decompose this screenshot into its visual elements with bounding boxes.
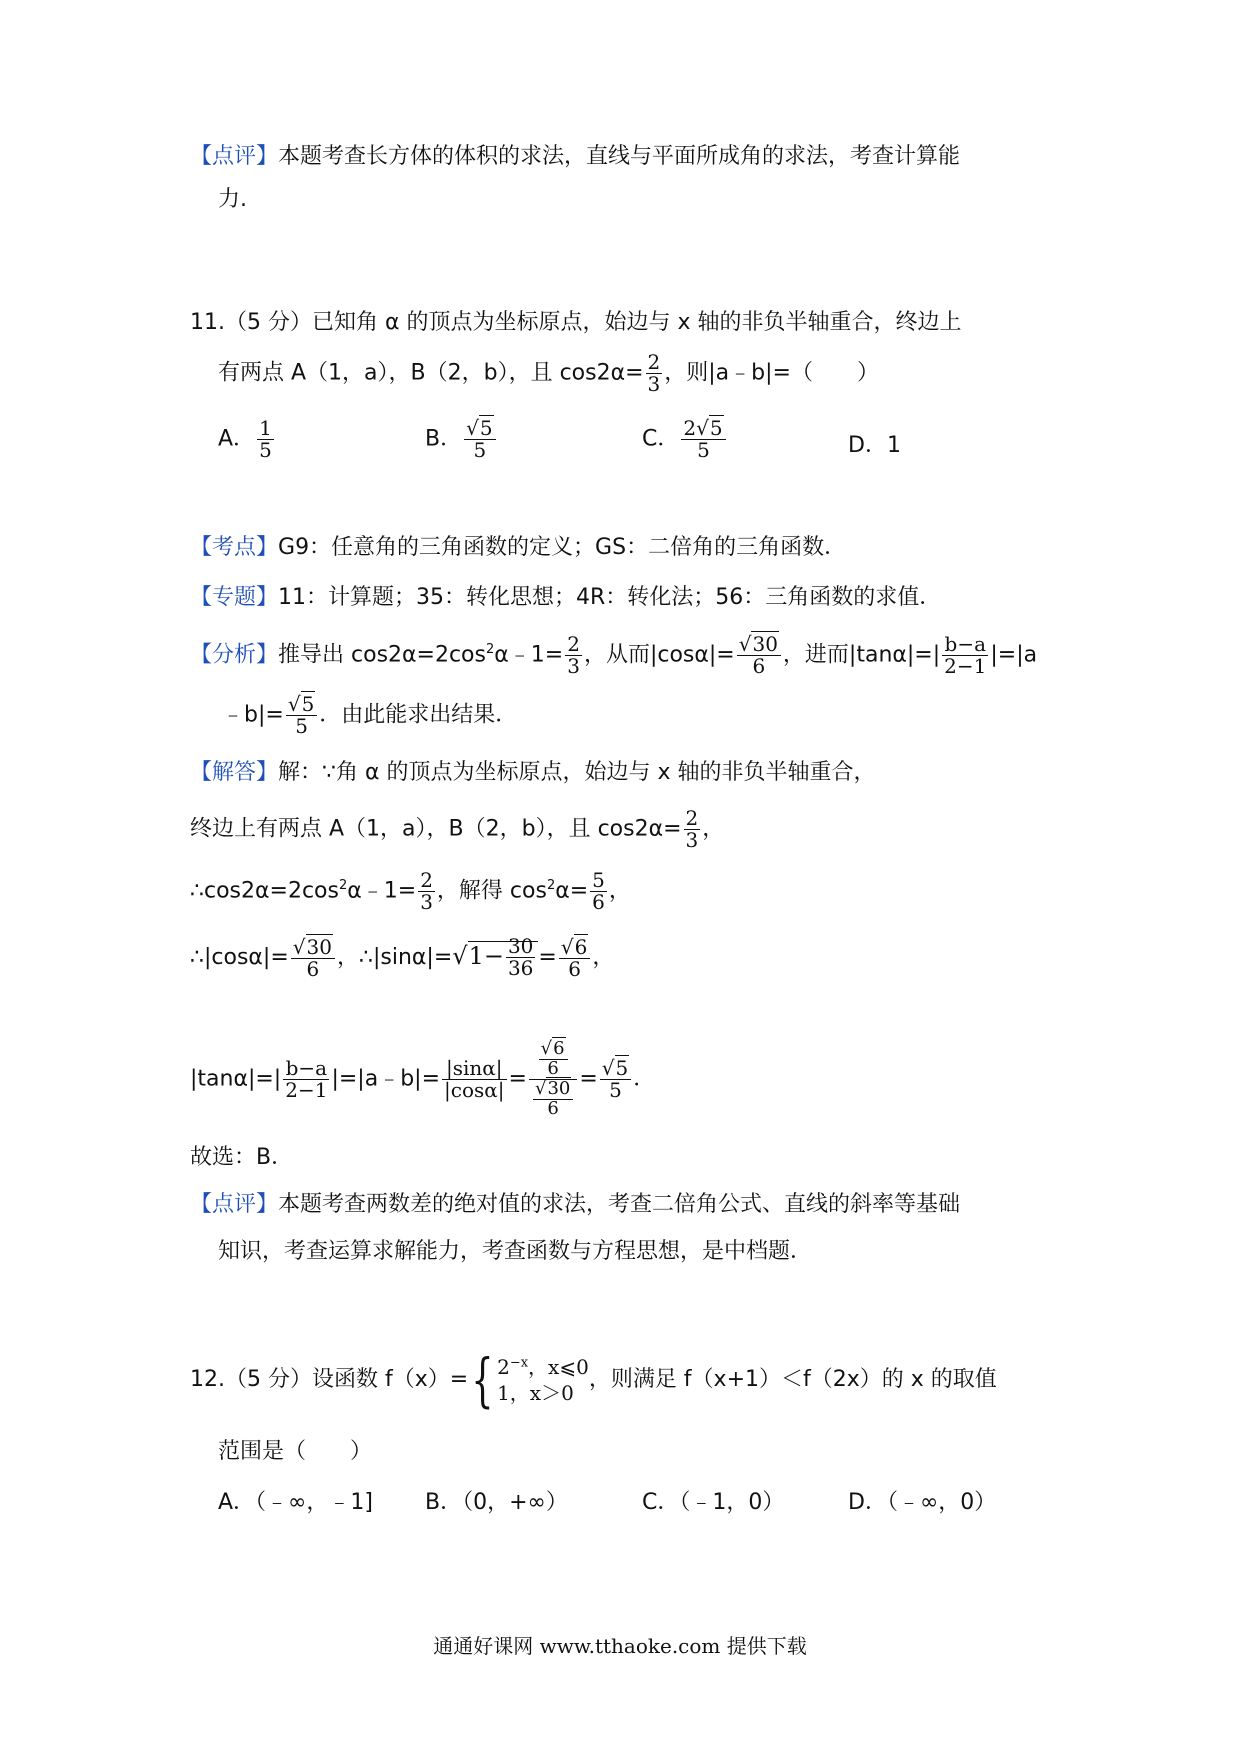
frac-num: b−a xyxy=(283,1058,329,1080)
coefficient: 2 xyxy=(683,416,697,440)
frac-den: 6 xyxy=(752,654,766,678)
superscript: 2 xyxy=(485,642,495,658)
q11-option-d xyxy=(848,428,901,459)
fenxi-fraction-4 xyxy=(286,694,317,737)
jieda-text: ， xyxy=(608,878,631,904)
q11-stem-line-1 xyxy=(190,303,961,343)
frac-num xyxy=(529,1040,577,1080)
fenxi-line-1 xyxy=(190,634,1037,677)
inner-fraction xyxy=(533,1077,573,1119)
radicand: 5 xyxy=(709,416,723,440)
jieda-text: ， xyxy=(592,945,615,970)
jieda-text: α﹣1= xyxy=(347,878,417,904)
zhuanti-text: 11：计算题；35：转化思想；4R：转化法；56：三角函数的求值． xyxy=(278,585,942,610)
q12-stem-line-1 xyxy=(190,1340,997,1420)
review-line-1 xyxy=(190,137,960,177)
sqrt-sign: √6 xyxy=(540,1038,565,1059)
sqrt-sign: √30 xyxy=(738,632,778,656)
inner-fraction xyxy=(539,1040,568,1079)
review-text-2: 力. xyxy=(218,187,247,212)
frac-num: b−a xyxy=(942,634,988,656)
jieda-line-2 xyxy=(190,808,724,851)
jieda-fraction xyxy=(418,870,435,913)
option-label: B． xyxy=(425,426,463,452)
jieda-text: |=|a﹣b|= xyxy=(331,1066,441,1092)
review-text-1: 本题考查长方体的体积的求法，直线与平面所成角的求法，考查计算能 xyxy=(278,144,961,169)
radicand: 5 xyxy=(479,416,493,440)
q12-stem-text: ，则满足 f（x+1）＜f（2x）的 x 的取值 xyxy=(588,1367,997,1392)
frac-den: 6 xyxy=(547,1057,559,1079)
sqrt-sign: √30 xyxy=(534,1077,571,1099)
radicand: 30 xyxy=(752,632,778,656)
option-a-fraction xyxy=(257,418,274,461)
frac-den: 3 xyxy=(647,372,661,396)
zhuanti-line xyxy=(190,578,941,618)
q12-stem-text: 12.（5 分）设函数 f（x）= xyxy=(190,1367,469,1392)
frac-den: 6 xyxy=(306,956,320,981)
jieda-text: ． xyxy=(633,1066,656,1092)
frac-den: 3 xyxy=(567,654,580,678)
frac-num xyxy=(464,418,495,440)
piece-cond: ，x⩽0 xyxy=(528,1355,589,1379)
frac-num xyxy=(286,694,317,716)
q11-stem-text-1: 11.（5 分）已知角 α 的顶点为坐标原点，始边与 x 轴的非负半轴重合，终边上 xyxy=(190,310,962,335)
frac-num xyxy=(600,1055,631,1080)
jieda-text: ，解得 cos xyxy=(436,878,547,904)
fenxi-text: ，进而|tanα|=| xyxy=(782,642,941,668)
q12-option-c: C．（﹣1，0） xyxy=(642,1490,785,1515)
frac-den: 2−1 xyxy=(285,1077,328,1102)
jieda-fraction xyxy=(291,934,335,981)
fenxi-fraction-2 xyxy=(737,634,781,677)
sqrt-sign: √5 xyxy=(466,416,493,440)
fenxi-text: |=|a xyxy=(990,642,1038,668)
sqrt-sign: √5 xyxy=(696,416,723,440)
jieda-text: = xyxy=(538,945,557,970)
fenxi-text: ．由此能求出结果． xyxy=(319,702,518,728)
jieda-text: 1− xyxy=(468,942,504,970)
option-c-fraction xyxy=(681,418,725,461)
frac-num: 5 xyxy=(592,868,605,892)
q11-stem-text-2b: ，则|a﹣b|=（ ） xyxy=(664,360,879,386)
frac-den: 6 xyxy=(547,1097,559,1119)
fenxi-fraction-3 xyxy=(942,634,988,677)
review-tag: 【点评】 xyxy=(190,1192,279,1217)
sqrt-sign: √6 xyxy=(560,934,588,959)
frac-num xyxy=(533,1077,573,1100)
frac-den: 5 xyxy=(473,438,487,462)
guxuan-line xyxy=(190,1138,293,1178)
frac-num: |sinα| xyxy=(442,1058,507,1080)
q11-option-a xyxy=(218,418,276,461)
jieda-text: ，∴|sinα|= xyxy=(336,945,453,970)
jieda-fraction xyxy=(283,1055,329,1102)
frac-den xyxy=(529,1077,577,1119)
frac-num: 1 xyxy=(259,416,272,440)
jieda-fraction xyxy=(506,936,535,979)
kaodian-line xyxy=(190,528,846,568)
fenxi-text: ，从而|cosα|= xyxy=(583,642,735,668)
fenxi-text: α﹣1= xyxy=(494,642,564,668)
frac-den: 36 xyxy=(507,956,534,980)
jieda-text: α= xyxy=(555,878,589,904)
fenxi-text: ﹣b|= xyxy=(222,702,284,728)
superscript: 2 xyxy=(546,878,556,894)
frac-num: 30 xyxy=(507,934,534,958)
frac-den: |cosα| xyxy=(444,1077,505,1102)
review-text: 本题考查两数差的绝对值的求法，考查二倍角公式、直线的斜率等基础 xyxy=(278,1192,961,1217)
frac-den: 5 xyxy=(295,714,308,738)
review-text: 知识，考查运算求解能力，考查函数与方程思想，是中档题． xyxy=(218,1239,813,1264)
jieda-line-1 xyxy=(190,753,876,793)
superscript: −x xyxy=(509,1355,529,1371)
option-label: D． xyxy=(848,433,887,458)
brace-icon: { xyxy=(471,1346,494,1414)
frac-num: 2 xyxy=(420,868,433,892)
fenxi-text: 推导出 cos2α=2cos xyxy=(278,642,486,668)
fenxi-tag: 【分析】 xyxy=(190,642,279,668)
frac-den: 6 xyxy=(592,890,605,914)
jieda-text: = xyxy=(508,1066,527,1092)
jieda-text: |tanα|=| xyxy=(190,1066,282,1092)
q12-stem-line-2 xyxy=(218,1432,372,1472)
frac-den: 3 xyxy=(420,890,433,914)
piecewise-cases xyxy=(497,1354,589,1406)
q11-stem-text-2a: 有两点 A（1，a），B（2，b），且 cos2α= xyxy=(218,360,644,386)
frac-den: 5 xyxy=(609,1077,622,1102)
jieda-line-3 xyxy=(190,870,631,913)
q12-stem-text: 范围是（ ） xyxy=(218,1439,373,1464)
page-footer: 通通好课网 www.tthaoke.com 提供下载 xyxy=(433,1634,807,1658)
option-b-fraction xyxy=(464,418,495,461)
frac-den: 2−1 xyxy=(944,654,987,678)
jieda-text: ， xyxy=(702,816,725,842)
radicand: 5 xyxy=(301,692,315,716)
frac-den: 5 xyxy=(259,438,272,462)
jieda-fraction xyxy=(559,934,590,981)
kaodian-text: G9：任意角的三角函数的定义；GS：二倍角的三角函数． xyxy=(278,535,847,560)
piece-2: 1，x＞0 xyxy=(497,1381,574,1405)
jieda-text: = xyxy=(579,1066,598,1092)
sqrt-sign: √5 xyxy=(287,692,315,716)
review-line-2 xyxy=(218,180,247,220)
frac-den: 6 xyxy=(568,956,581,981)
sqrt-sign: √1− $\frac{30}{36}$ xyxy=(452,936,538,979)
frac-num xyxy=(559,934,590,959)
piece-1 xyxy=(497,1354,589,1380)
sqrt-sign: √30 xyxy=(292,934,332,959)
frac-num: 2 xyxy=(685,806,699,830)
jieda-text: ∴|cosα|= xyxy=(190,945,289,970)
jieda-fraction xyxy=(600,1055,631,1102)
radicand: 6 xyxy=(574,934,588,959)
option-d-value: 1 xyxy=(886,433,901,458)
option-label: A． xyxy=(218,426,256,452)
q12-option-b: B．（0，+∞） xyxy=(425,1490,568,1515)
jieda-fraction xyxy=(442,1055,507,1102)
q11-review-line-2 xyxy=(218,1232,812,1272)
fenxi-line-2 xyxy=(222,694,517,737)
radicand: 5 xyxy=(615,1055,629,1080)
superscript: 2 xyxy=(338,878,348,894)
radicand: 6 xyxy=(553,1038,565,1059)
frac-den: 5 xyxy=(697,438,710,462)
radicand: 30 xyxy=(306,934,332,959)
q12-option-a: A．（﹣∞，﹣1] xyxy=(218,1490,373,1515)
frac-num xyxy=(737,634,781,656)
jieda-fraction xyxy=(684,808,701,851)
frac-den: 3 xyxy=(685,828,699,852)
sqrt-sign: √5 xyxy=(601,1055,629,1080)
review-tag: 【点评】 xyxy=(190,144,279,169)
jieda-fraction xyxy=(590,870,607,913)
frac-num: 2 xyxy=(647,350,661,374)
q11-option-b xyxy=(425,418,498,461)
q11-stem-fraction xyxy=(646,352,663,395)
radicand: 30 xyxy=(547,1077,571,1099)
option-label: C． xyxy=(642,426,680,452)
jieda-complex-fraction xyxy=(529,1040,577,1119)
jieda-line-4 xyxy=(190,936,614,980)
q11-option-c xyxy=(642,418,728,461)
jieda-tag: 【解答】 xyxy=(190,760,279,785)
frac-num xyxy=(291,934,335,959)
piece-base: 2 xyxy=(497,1355,510,1379)
q11-stem-line-2 xyxy=(218,352,879,395)
q11-review-line-1 xyxy=(190,1185,960,1225)
frac-num xyxy=(681,418,725,440)
q12-option-d: D．（﹣∞，0） xyxy=(848,1490,997,1515)
frac-num: 2 xyxy=(567,632,580,656)
fenxi-fraction-1 xyxy=(565,634,582,677)
kaodian-tag: 【考点】 xyxy=(190,535,279,560)
jieda-text: ∴cos2α=2cos xyxy=(190,878,339,904)
frac-num xyxy=(539,1040,568,1060)
jieda-text: 解：∵角 α 的顶点为坐标原点，始边与 x 轴的非负半轴重合， xyxy=(278,760,876,785)
answer-choice: 故选：B． xyxy=(190,1145,294,1170)
jieda-line-5 xyxy=(190,1040,655,1119)
zhuanti-tag: 【专题】 xyxy=(190,585,279,610)
jieda-text: 终边上有两点 A（1，a），B（2，b），且 cos2α= xyxy=(190,816,682,842)
radicand xyxy=(468,934,539,980)
